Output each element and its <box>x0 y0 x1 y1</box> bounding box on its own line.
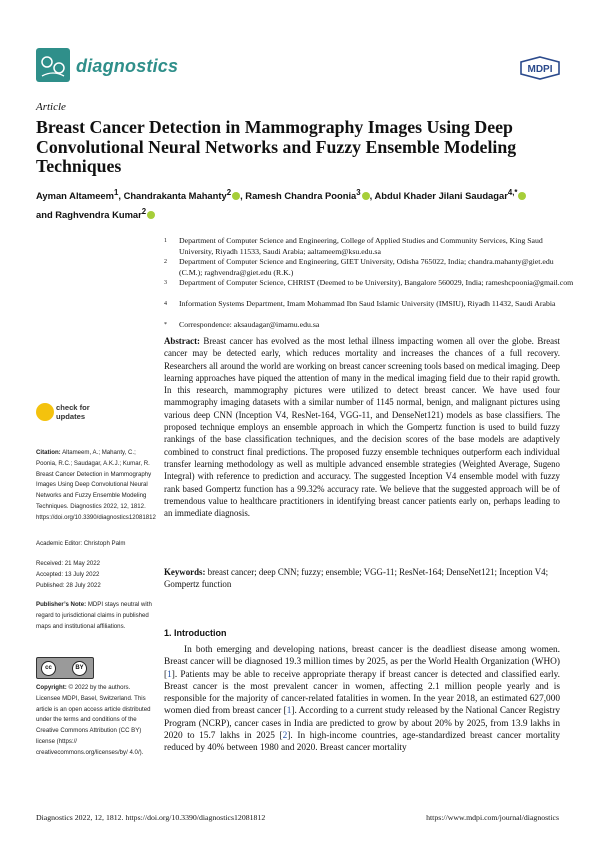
author-name[interactable]: Raghvendra Kumar <box>55 209 142 221</box>
publisher-note-label: Publisher’s Note: <box>36 601 87 608</box>
author-list: Ayman Altameem$^1$, Chandrakanta Mahanty$^2$ , Ramesh Chandra Poonia$^3$ , Abdul Khader Jilani Saudagar$^{4,*}$ and Raghvendra Kumar$^2$ <box>36 185 576 223</box>
mdpi-logo <box>519 56 561 80</box>
intro-text: ]. Patients may be able to receive appropriate therapy if breast cancer is detected and classified early. Breast cancer is the most prevalent cancer in women, affecting 2.1 million people yearly and is responsible for the majority of cancer-related fatalities in women. In the year 2018, an estimated 627,000 women died from breast cancer [ <box>164 669 560 717</box>
check-for-updates-icon <box>36 403 54 421</box>
article-title: Breast Cancer Detection in Mammography Images Using Deep Convolutional Neural Networks and Fuzzy Ensemble Modeling Techniques <box>36 117 517 176</box>
intro-text: ]. In high-income countries, age-standardized breast cancer mortality reduced by 40% between 1980 and 2020. Breast cancer mortality <box>164 731 560 754</box>
svg-text:MDPI: MDPI <box>527 64 553 75</box>
journal-logo <box>36 48 70 82</box>
academic-editor: Academic Editor: Christoph Palm <box>36 540 126 547</box>
orcid-icon[interactable] <box>362 192 370 200</box>
author-name[interactable]: Abdul Khader Jilani Saudagar <box>374 190 508 202</box>
author-sup: 1 <box>113 188 119 197</box>
article-type: Article <box>36 101 66 113</box>
orcid-icon[interactable] <box>518 192 526 200</box>
date-received: Received: 21 May 2022 <box>36 560 101 567</box>
affiliation-text: Correspondence: aksaudagar@imamu.edu.sa <box>179 320 320 329</box>
abstract-label: Abstract: <box>164 336 200 346</box>
affiliation-text: Department of Computer Science and Engineering, College of Applied Studies and Community Services, King Saud University, Riyadh 11533, Saudi Arabia; aaltameem@ksu.edu.sa <box>179 236 543 256</box>
date-accepted: Accepted: 13 July 2022 <box>36 571 100 578</box>
date-published: Published: 28 July 2022 <box>36 582 101 589</box>
keywords-text: breast cancer; deep CNN; fuzzy; ensemble; VGG-11; ResNet-164; DenseNet121; Inception V4; Gompertz function <box>164 567 549 590</box>
abstract <box>164 335 560 519</box>
author-sup: 2 <box>226 188 232 197</box>
copyright <box>36 683 156 759</box>
intro-text: ]. According to a current study released by the National Cancer Registry Program (NCRP), cancer cases in India are predicted to grow by about 20% by 2025, from 13.9 lakhs in 2020 to 15.7 lakhs in 2025 [ <box>164 706 560 742</box>
affiliation-number: * <box>164 322 167 328</box>
affiliation-text: Department of Computer Science and Engineering, GIET University, Odisha 765022, India; chandra.mahanty@giet.edu (C.M.); raghvendra@giet.edu (R.K.) <box>179 257 554 277</box>
author-sup: 3 <box>356 188 361 197</box>
introduction-paragraph <box>164 644 560 755</box>
publisher-note <box>36 600 156 632</box>
author-name[interactable]: Ayman Altameem <box>36 190 114 202</box>
affiliation-number: 2 <box>164 259 167 265</box>
affiliation-number: 3 <box>164 280 167 286</box>
author-sup: 2 <box>141 207 147 217</box>
check-for-updates-label: check for updates <box>56 403 90 421</box>
affiliation-number: 4 <box>164 301 167 307</box>
orcid-icon[interactable] <box>147 211 155 219</box>
citation-link[interactable]: 1 <box>286 706 292 717</box>
affiliation-number: 1 <box>164 238 167 244</box>
intro-text: In both emerging and developing nations, breast cancer is the deadliest disease among women. Breast cancer will be diagnosed 19.3 million times by 2025, as per the World Health Organization (WHO) [ <box>164 645 560 680</box>
citation-text: Altameem, A.; Mahanty, C.; Poonia, R.C.; Saudagar, A.K.J.; Kumar, R. Breast Cancer Detection in Mammography Images Using Deep Convolutional Neural Networks and Fuzzy Ensemble Modeling Techniques. Diagnostics 2022, 12, 1812. https://doi.org/10.3390/diagnostics12081812 <box>36 449 156 521</box>
copyright-text: © 2022 by the authors. Licensee MDPI, Basel, Switzerland. This article is an open access article distributed under the terms and conditions of the Creative Commons Attribution (CC BY) license (https:// creativecommons.org/licenses/by/ 4.0/). <box>36 684 151 756</box>
cc-by-license-icon[interactable] <box>36 657 94 679</box>
by-icon: BY <box>72 661 87 676</box>
citation-label: Citation: <box>36 449 61 456</box>
author-name[interactable]: Chandrakanta Mahanty <box>123 190 227 202</box>
citation-link[interactable]: 2 <box>282 731 288 742</box>
keywords <box>164 566 560 591</box>
journal-name[interactable]: diagnostics <box>76 56 179 76</box>
affiliation-text: Department of Computer Science, CHRIST (Deemed to be University), Bangalore 560029, India; rameshcpoonia@gmail.com <box>179 278 574 287</box>
abstract-text: Breast cancer has evolved as the most lethal illness impacting women all over the globe. Breast cancer may be detected early, which reduces mortality and increases the chances of a full recovery. Researchers all around the world are working on breast cancer screening tools based on medical imaging. Deep learning approaches have piqued the attention of many in the medical imaging field due to their rapid growth. In this research, mammography pictures were utilized to detect breast cancer. We have used four mammography imaging datasets with a similar number of 1145 normal, benign, and malignant pictures using various deep CNN (Inception V4, ResNet-164, VGG-11, and DenseNet121) models as base classifiers. The proposed technique employs an ensemble approach in which the Gompertz function is used to build fuzzy rankings of the base classification techniques, and the decision scores of the base models are adaptively combined to construct final predictions. The proposed fuzzy ensemble techniques outperform each individual transfer learning methodology as well as multiple advanced ensemble strategies (Weighted Average, Sugeno Integral) with reference to prediction and accuracy. The suggested Inception V4 ensemble model with fuzzy rank based Gompertz function has a 99.32% accuracy rate. We believe that the suggested approach will be of tremendous value to healthcare practitioners in identifying breast cancer patients early on, perhaps leading to an immediate diagnosis. <box>164 336 560 519</box>
citation-link[interactable]: 1 <box>167 669 172 680</box>
author-name[interactable]: Ramesh Chandra Poonia <box>245 190 357 202</box>
publisher-note-text: MDPI stays neutral with regard to jurisdictional claims in published maps and institutional affiliations. <box>36 601 152 630</box>
citation <box>36 448 156 524</box>
cc-icon: cc <box>41 661 56 676</box>
orcid-icon[interactable] <box>232 192 240 200</box>
footer-journal-url[interactable]: https://www.mdpi.com/journal/diagnostics <box>426 813 559 822</box>
footer-citation[interactable]: Diagnostics 2022, 12, 1812. https://doi.org/10.3390/diagnostics12081812 <box>36 813 266 822</box>
section-heading: 1. Introduction <box>164 628 227 638</box>
affiliation-text: Information Systems Department, Imam Mohammad Ibn Saud Islamic University (IMSIU), Riyadh 11432, Saudi Arabia <box>179 299 556 308</box>
copyright-label: Copyright: <box>36 684 67 691</box>
author-sup: 4,* <box>507 188 518 197</box>
keywords-label: Keywords: <box>164 567 206 577</box>
